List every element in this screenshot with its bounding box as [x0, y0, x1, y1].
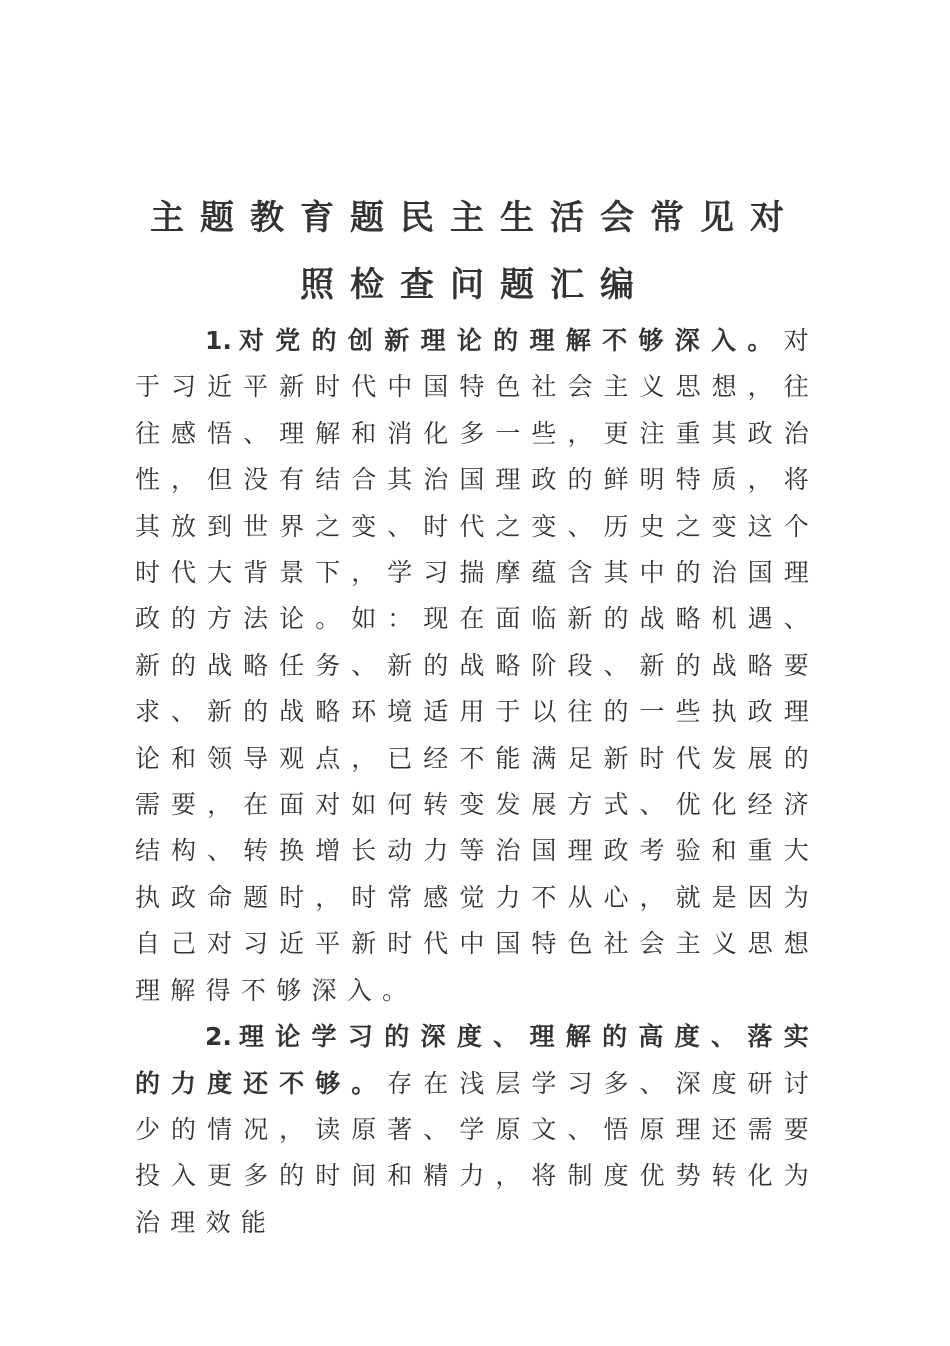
title-line-1: 主题教育题民主生活会常见对 — [150, 198, 800, 238]
document-body — [135, 318, 819, 1246]
issue-item-1 — [135, 318, 819, 1014]
issue-body: 对于习近平新时代中国特色社会主义思想，往往感悟、理解和消化多一些，更注重其政治性，但没有结合其治国理政的鲜明特质，将其放到世界之变、时代之变、历史之变这个时代大背景下，学习揣摩蕴含其中的治国理政的方法论。如：现在面临新的战略机遇、新的战略任务、新的战略阶段、新的战略要求、新的战略环境适用于以往的一些执政理论和领导观点，已经不能满足新时代发展的需要，在面对如何转变发展方式、优化经济结构、转换增长动力等治国理政考验和重大执政命题时，时常感觉力不从心，就是因为自己对习近平新时代中国特色社会主义思想理解得不够深入。 — [135, 326, 819, 1005]
issue-heading: 对党的创新理论的理解不够深入。 — [237, 326, 784, 355]
issue-body: 存在浅层学习多、深度研讨少的情况，读原著、学原文、悟原理还需要投入更多的时间和精力，将制度优势转化为治理效能 — [135, 1068, 819, 1237]
title-line-2: 照检查问题汇编 — [300, 265, 650, 305]
issue-number: 2. — [205, 1022, 232, 1052]
issue-item-2 — [135, 1014, 819, 1246]
document-title — [135, 185, 815, 319]
issue-heading: 理论学习的深度、理解的高度、落实的力度还不够。 — [135, 1022, 819, 1098]
issue-number: 1. — [205, 326, 232, 355]
